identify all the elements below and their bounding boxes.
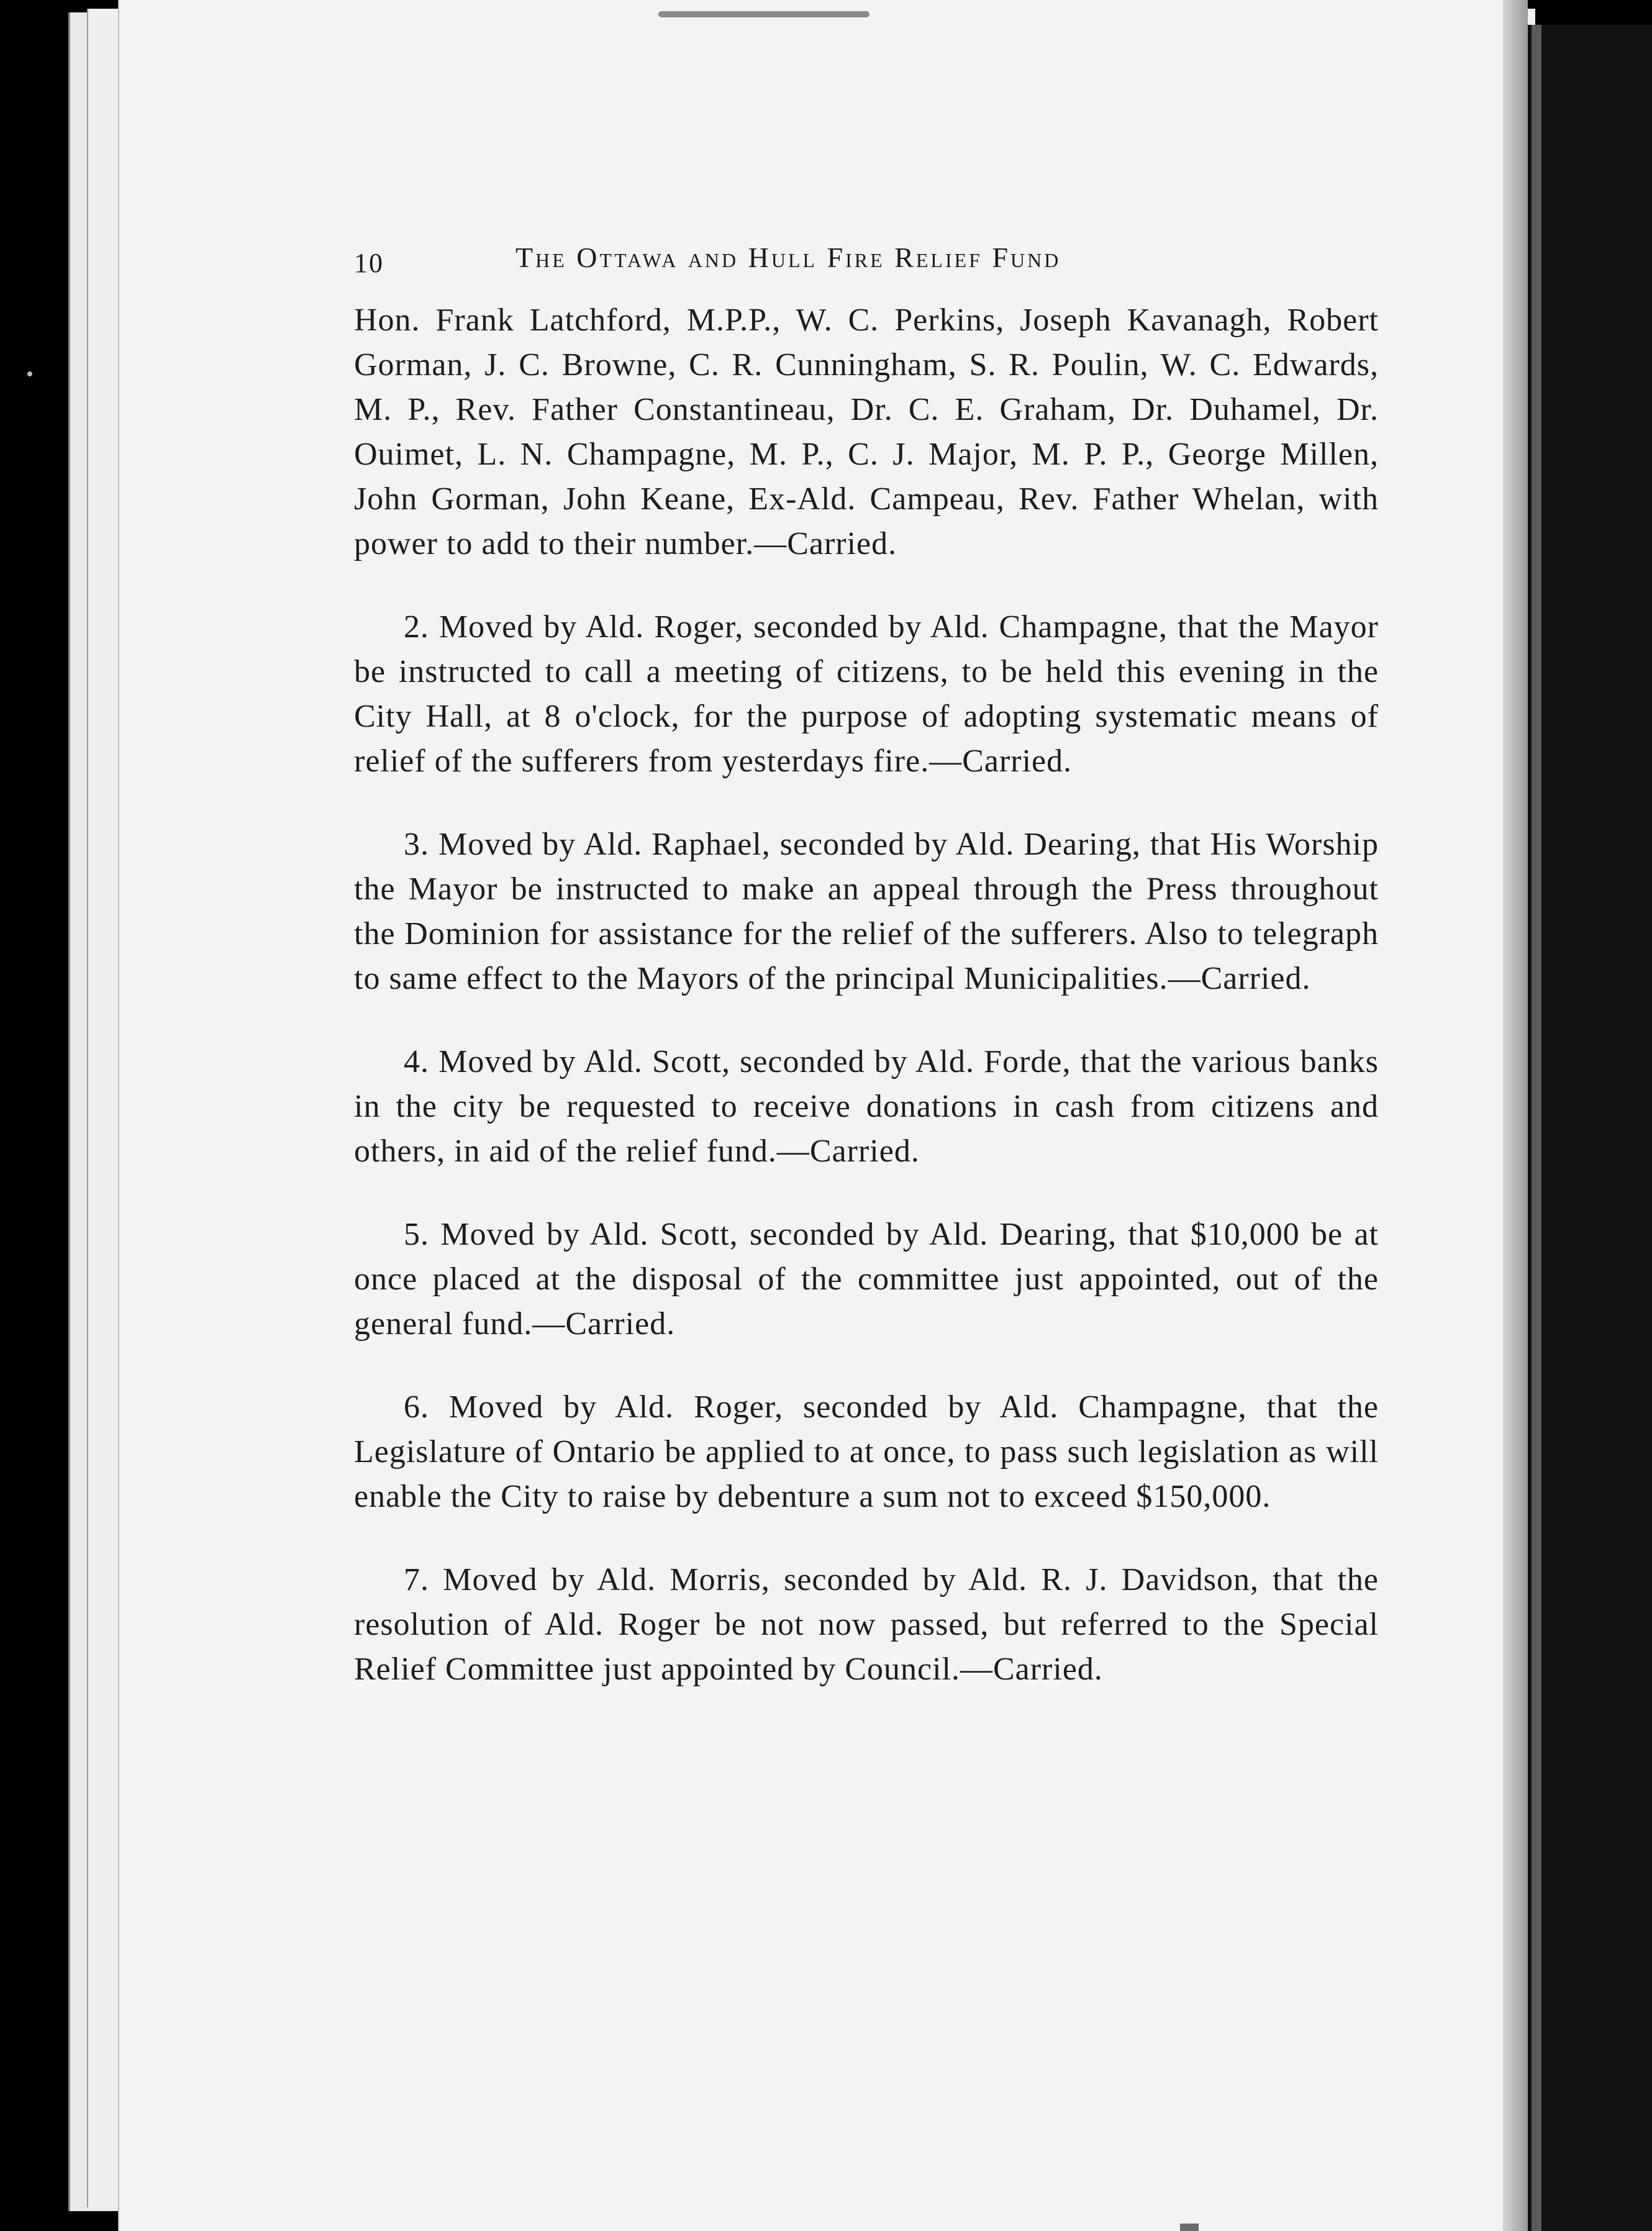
- motion-6-paragraph: 6. Moved by Ald. Roger, seconded by Ald. Champagne, that the Legislature of Ontario be applied to at once, to pass such legislation as will enable the City to raise by debenture a sum not to exceed $150,000.: [354, 1389, 1379, 1514]
- facing-page-edge: [1532, 25, 1541, 2231]
- motion-7-paragraph: 7. Moved by Ald. Morris, seconded by Ald. R. J. Davidson, that the resolution of Ald. Roger be not now passed, but referred to the Special Relief Committee just appointed by Council.—Carried.: [354, 1562, 1379, 1687]
- page-body: [354, 298, 1379, 1692]
- motion-2-paragraph: 2. Moved by Ald. Roger, seconded by Ald. Champagne, that the Mayor be instructed to call a meeting of citizens, to be held this evening in the City Hall, at 8 o'clock, for the purpose of adopting systematic means of relief of the sufferers from yesterdays fire.—Carried.: [354, 609, 1379, 779]
- page-number: 10: [354, 248, 384, 278]
- motion-5-paragraph: 5. Moved by Ald. Scott, seconded by Ald. Dearing, that $10,000 be at once placed at the disposal of the committee just appointed, out of the general fund.—Carried.: [354, 1217, 1379, 1342]
- scan-mark: [1180, 2224, 1199, 2231]
- scan-speck: [27, 371, 32, 376]
- motion-3-paragraph: 3. Moved by Ald. Raphael, seconded by Ald. Dearing, that His Worship the Mayor be instructed to make an appeal through the Press throughout the Dominion for assistance for the relief of the sufferers. Also to telegraph to same effect to the Mayors of the principal Municipalities.—Carried.: [354, 827, 1379, 996]
- page-gutter-shadow: [1503, 0, 1528, 2231]
- scan-smudge: [658, 11, 869, 17]
- committee-members-paragraph: Hon. Frank Latchford, M.P.P., W. C. Perkins, Joseph Kavanagh, Robert Gorman, J. C. Browne, C. R. Cunningham, S. R. Poulin, W. C. Edwards, M. P., Rev. Father Constantineau, Dr. C. E. Graham, Dr. Duhamel, Dr. Ouimet, L. N. Champagne, M. P., C. J. Major, M. P. P., George Millen, John Gorman, John Keane, Ex-Ald. Campeau, Rev. Father Whelan, with power to add to their number.—Carried.: [354, 302, 1379, 561]
- scan-background-strip: [1528, 25, 1652, 2231]
- page-header: [354, 241, 1211, 278]
- running-head: The Ottawa and Hull Fire Relief Fund: [515, 242, 1061, 273]
- motion-4-paragraph: 4. Moved by Ald. Scott, seconded by Ald. Forde, that the various banks in the city be requested to receive donations in cash from citizens and others, in aid of the relief fund.—Carried.: [354, 1044, 1379, 1169]
